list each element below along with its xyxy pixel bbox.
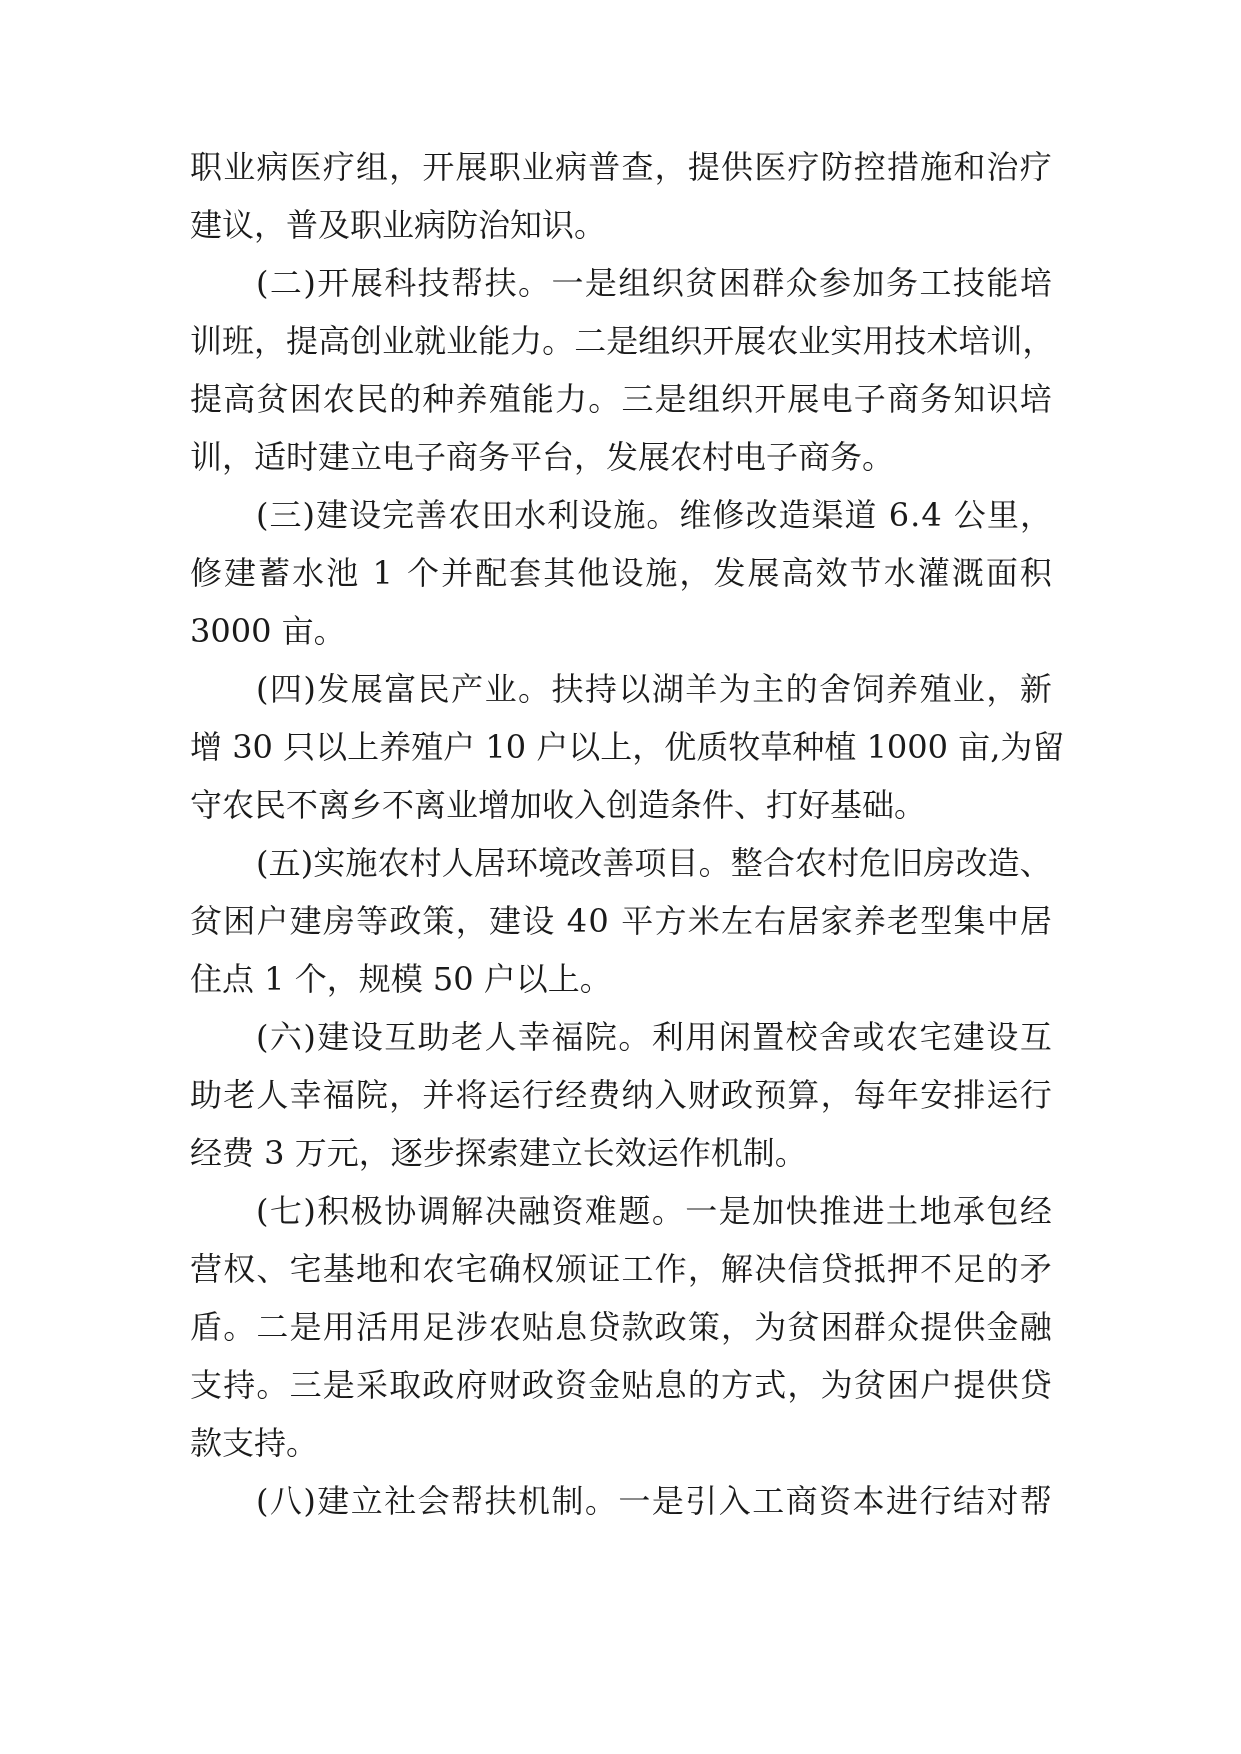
text-line: ( 三 ) 建 设 完 善 农 田 水 利 设 施 。 维 修 改 造 渠 道 6 . 4 公 里 ， <box>256 496 1052 534</box>
document-body <box>190 138 1065 1530</box>
text-line: 职 业 病 医 疗 组 ， 开 展 职 业 病 普 查 ， 提 供 医 疗 防 控 措 施 和 治 疗 <box>190 148 1052 186</box>
text-line: 助 老 人 幸 福 院 ， 并 将 运 行 经 费 纳 入 财 政 预 算 ， 每 年 安 排 运 行 <box>190 1076 1052 1114</box>
text-line: 修 建 蓄 水 池 1 个 并 配 套 其 他 设 施 ， 发 展 高 效 节 水 灌 溉 面 积 <box>190 554 1052 592</box>
text-line: ( 四 ) 发 展 富 民 产 业 。 扶 持 以 湖 羊 为 主 的 舍 饲 养 殖 业 ， 新 <box>256 670 1052 708</box>
text-line: ( 五 ) 实 施 农 村 人 居 环 境 改 善 项 目 。 整 合 农 村 危 旧 房 改 造 、 <box>256 844 1052 882</box>
text-line: ( 六 ) 建 设 互 助 老 人 幸 福 院 。 利 用 闲 置 校 舍 或 农 宅 建 设 互 <box>256 1018 1052 1056</box>
text-line: ( 二 ) 开 展 科 技 帮 扶 。 一 是 组 织 贫 困 群 众 参 加 务 工 技 能 培 <box>256 264 1052 302</box>
text-line: 营 权 、 宅 基 地 和 农 宅 确 权 颁 证 工 作 ， 解 决 信 贷 抵 押 不 足 的 矛 <box>190 1250 1052 1288</box>
text-line: 守农民不离乡不离业增加收入创造条件、打好基础。 <box>190 786 927 824</box>
text-line: 增 3 0 只 以 上 养 殖 户 1 0 户 以 上 ， 优 质 牧 草 种 植 1 0 0 0 亩 , 为 留 <box>190 728 1065 766</box>
text-line: 经费 3 万元，逐步探索建立长效运作机制。 <box>190 1134 807 1172</box>
text-line: 3000 亩。 <box>190 612 346 650</box>
text-line: 建议，普及职业病防治知识。 <box>190 206 607 244</box>
text-line: 支 持 。 三 是 采 取 政 府 财 政 资 金 贴 息 的 方 式 ， 为 贫 困 户 提 供 贷 <box>190 1366 1052 1404</box>
text-line: 训，适时建立电子商务平台，发展农村电子商务。 <box>190 438 895 476</box>
text-line: 款支持。 <box>190 1424 319 1462</box>
text-line: 盾 。 二 是 用 活 用 足 涉 农 贴 息 贷 款 政 策 ， 为 贫 困 群 众 提 供 金 融 <box>190 1308 1052 1346</box>
text-line: ( 八 ) 建 立 社 会 帮 扶 机 制 。 一 是 引 入 工 商 资 本 进 行 结 对 帮 <box>256 1482 1052 1520</box>
text-line: 住点 1 个，规模 50 户以上。 <box>190 960 612 998</box>
text-line: 贫 困 户 建 房 等 政 策 ， 建 设 4 0 平 方 米 左 右 居 家 养 老 型 集 中 居 <box>190 902 1052 940</box>
text-line: ( 七 ) 积 极 协 调 解 决 融 资 难 题 。 一 是 加 快 推 进 土 地 承 包 经 <box>256 1192 1052 1230</box>
text-line: 训 班 ， 提 高 创 业 就 业 能 力 。 二 是 组 织 开 展 农 业 实 用 技 术 培 训 ， <box>190 322 1055 360</box>
text-line: 提 高 贫 困 农 民 的 种 养 殖 能 力 。 三 是 组 织 开 展 电 子 商 务 知 识 培 <box>190 380 1052 418</box>
